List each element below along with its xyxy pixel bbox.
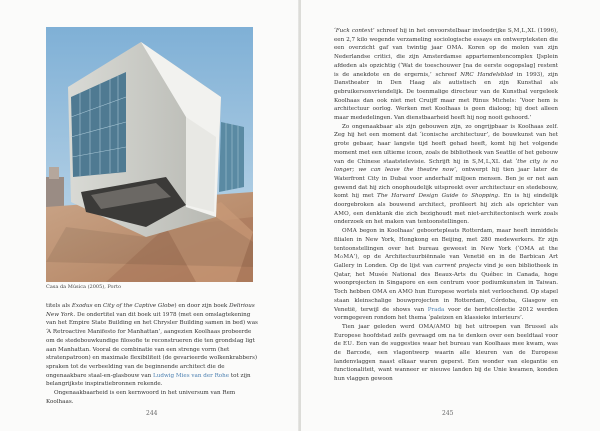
building-photo [46,27,253,282]
photo-caption: Casa da Música (2005), Porto [46,284,121,290]
page-number-right: 245 [442,410,454,417]
page-number-left: 244 [146,410,158,417]
left-page [0,0,299,431]
right-body-text: ‘Fuck context’ schreef hij in het onvoorstelbaar invloedrijke S,M,L,XL (1996), een 2,7 kilo wegende verzameling sociologische essays en ontwerpteksten die een overzicht gaf van twintig jaar OMA. Koren op de molen van zijn Nederlandse critici, die zijn Amsterdamse appartementencomplex IJsplein afdeden als opzichtig (‘Wat de toeschouwer [na de eerste oogopslag] restent is de anekdote en de ergernis,’ schreef NRC Handelsblad in 1993), zijn Danstheater in Den Haag als autistisch en zijn Kunsthal als gebruikersonvriendelijk. De toenmalige directeur van de Kunsthal vergeleek Koolhaas dan ook niet met Cruijff maar met Rinus Michels: ‘Voor hem is architectuur oorlog. Werken met Koolhaas is geen dialoog; hij doet alleen maar mededelingen. Van dienstbaarheid heeft hij nog nooit gehoord.’ Zo ongenaakbaar als zijn gebouwen zijn, zo ongrijpbaar is Koolhaas zelf. Zeg hij het een moment dat ‘iconische architectuur’, de bouwkunst van het grote gebaar, haar langste tijd heeft gehad heeft, komt hij het volgende moment met een ultieme icoon, zoals de bibliotheek van Seattle of het gebouw van de Chinese staatstelevisie. Schrijft hij in S,M,L,XL dat ‘the city is no longer; we can leave the theatre now’, ontwerpt hij tien jaar later de Waterfront City in Dubai voor anderhalf miljoen mensen. Ben je er net aan gewend dat hij zich onophoudelijk uitspreekt over architectuur en stedebouw, komt hij met The Harvard Design Guide to Shopping. En is hij eindelijk doorgebroken als bouwend architect, profileert hij zich als oprichter van AMO, een denktank die zich bezighoudt met niet-architectonisch werk zoals onderzoek en het maken van tentoonstellingen. OMA begon in Koolhaas’ geboortepleats Rotterdam, maar heeft inmiddels filialen in New York, Hongkong en Beijing, met 280 medewerkers. Er zijn tentoonstellingen over het bureau geweest in New York (‘OMA at the MoMA’), op de Architectuurbiënnale van Venetië en in de Barbican Art Gallery in Londen. Op de lijst van current projects vind je een bibliotheek in Qatar, het Musée National des Beaux-Arts du Québec in Canada, hoge woonprojecten in Singapore en een centrum voor podiumkunsten in Taiwan. Toch hebben OMA en AMO hun Europese wortels niet verloochend. Op stapel staan kleinschalige bouwprojecten in Rotterdam, Córdoba, Glasgow en Venetië, terwijl de shows van Prada voor de herfstcollectie 2012 werden vormgegeven rondom het thema ‘paleizen en klassieke interieurs’. Tien jaar geleden werd OMA/AMO bij het uitroepen van Brussel als Europese hoofdstad zelfs gevraagd om na te denken over een beeldtaal voor de EU. Een van de suggesties waar het bureau van Koolhaas mee kwam, was de Barcode, een vlagontwerp waarin alle kleuren van de Europese landenvlaggen naast elkaar waren geperst. Een wonder van elegantie en functionaliteit, want wanneer er nieuwe landen bij de Unie kwamen, konden hun vlaggen gewoon [334,28,558,383]
left-body-text: titels als Exodus en City of the Captive Globe) en door zijn boek Delirious New York. De ondertitel van dit boek uit 1978 (met een omslagtekening van het Empire State Building en het Chrysler Building samen in bed) was ‘A Retroactive Manifesto for Manhattan’, aangezien Koolhaas probeerde om de stedebouwkundige filosofie te reconstrueren die ten grondslag ligt aan Manhattan. Vooral de combinatie van een strenge vorm (het stratenpatroon) en maximale flexibiliteit (de gevarieerde wolkenkrabbers) spraken tot de verbeelding van de beginnende architect die de ongenaakbare staal-en-glasbouw van Ludwig Mies van der Rohe tot zijn belangrijkste inspiratiebronnen rekende. Ongenaakbaarheid is een kernwoord in het universum van Rem Koolhaas. [46,303,258,405]
